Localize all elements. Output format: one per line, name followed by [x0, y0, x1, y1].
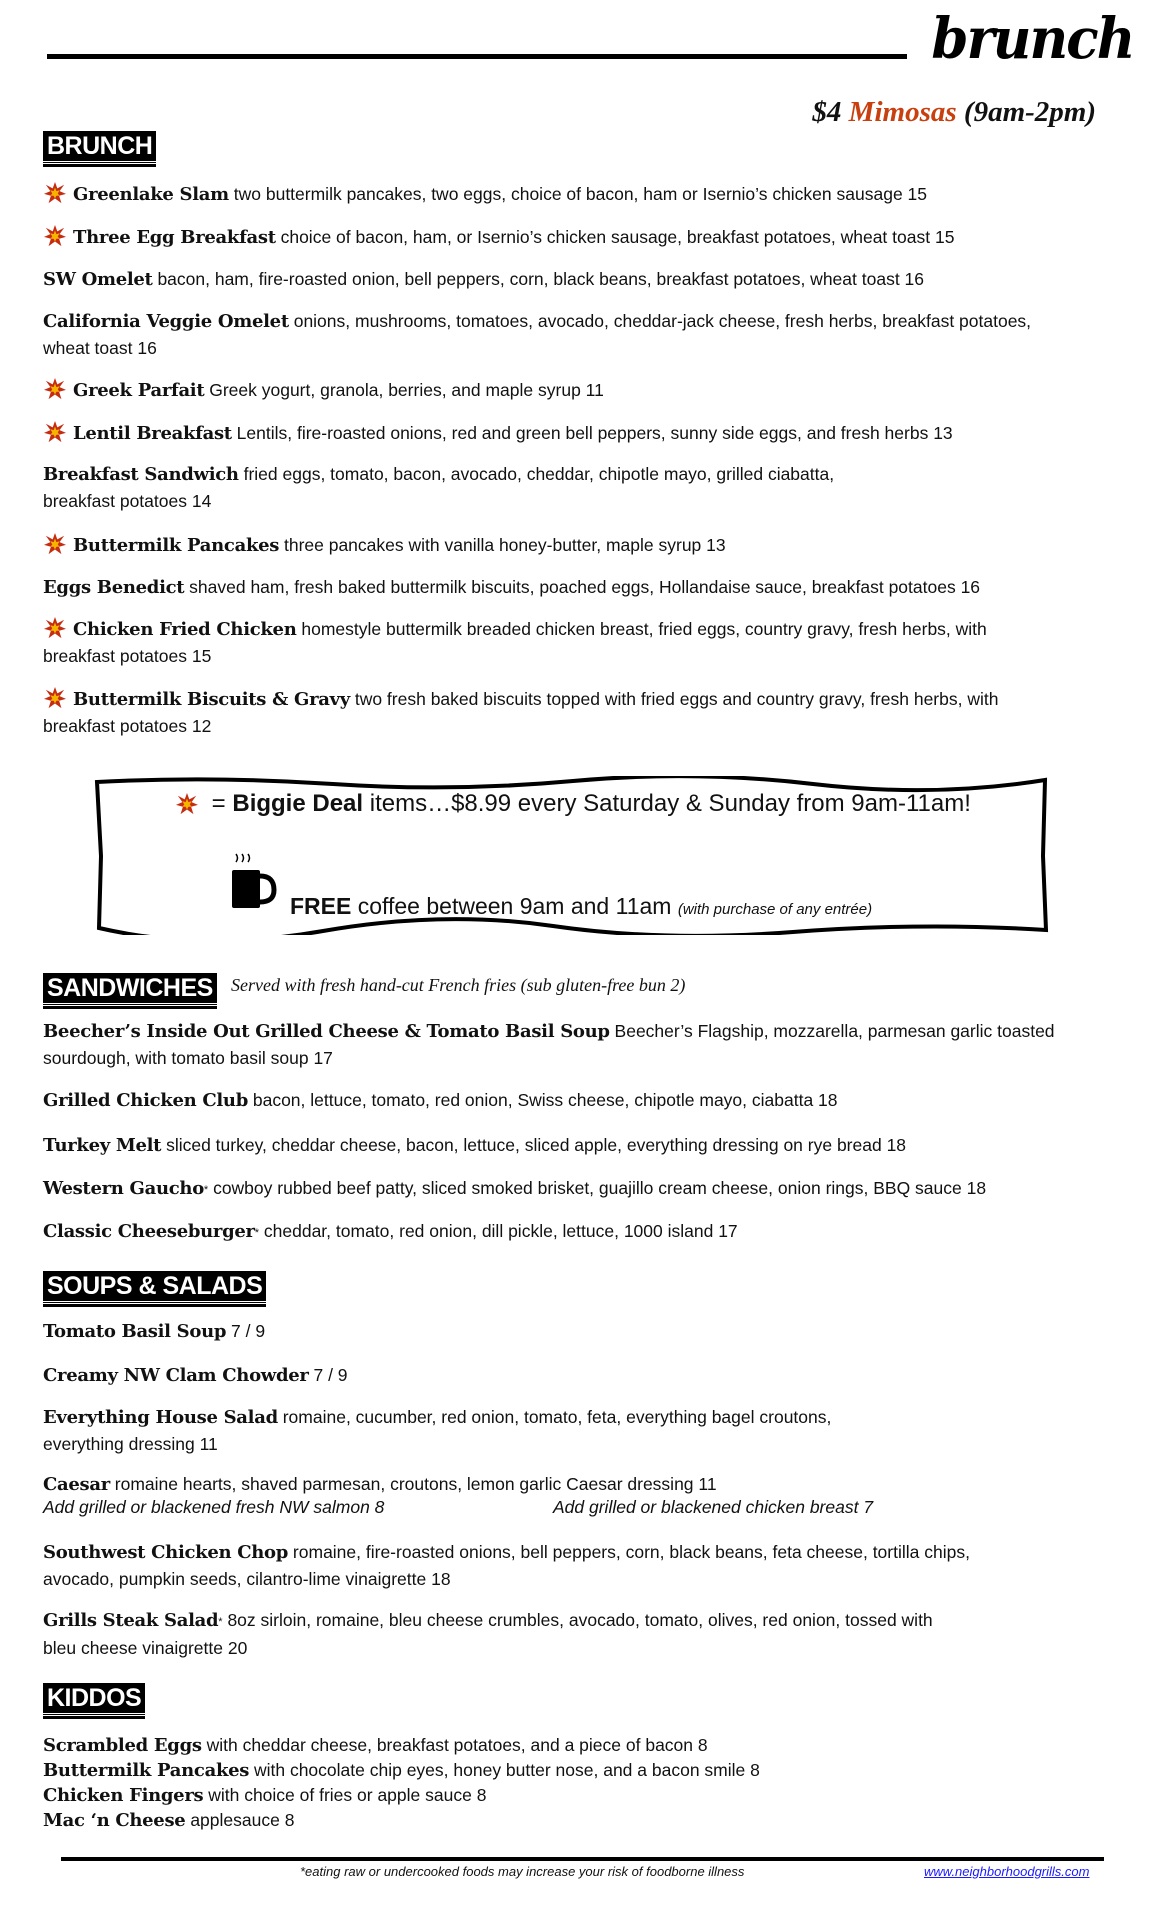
menu-item [43, 181, 1143, 208]
menu-item-description: 7 / 9 [226, 1321, 266, 1341]
menu-item-name: Three Egg Breakfast [73, 227, 276, 248]
menu-item-name: Buttermilk Pancakes [43, 1760, 250, 1781]
footer-rule [61, 1857, 1104, 1861]
menu-item-name: Lentil Breakfast [73, 423, 232, 444]
menu-item-description: two fresh baked biscuits topped with fried eggs and country gravy, fresh herbs, with breakfast potatoes 12 [43, 689, 999, 736]
biggie-deal-burst-icon [43, 421, 67, 443]
coffee-mug-icon [230, 850, 278, 910]
biggie-deal-burst-icon [43, 687, 67, 709]
menu-item-description: shaved ham, fresh baked buttermilk biscuits, poached eggs, Hollandaise sauce, breakfast potatoes 16 [184, 577, 981, 597]
free-coffee-note: (with purchase of any entrée) [677, 901, 873, 918]
menu-item-description: choice of bacon, ham, or Isernio’s chicken sausage, breakfast potatoes, wheat toast 15 [275, 227, 955, 247]
section-kiddos-title: KIDDOS [43, 1683, 145, 1716]
menu-item-description: homestyle buttermilk breaded chicken breast, fried eggs, country gravy, fresh herbs, with breakfast potatoes 15 [43, 619, 987, 666]
raw-food-asterisk: * [254, 1227, 260, 1239]
menu-item-description: with choice of fries or apple sauce 8 [203, 1785, 487, 1805]
menu-item-name: Western Gaucho [43, 1178, 204, 1199]
menu-item-description: three pancakes with vanilla honey-butter, maple syrup 13 [279, 535, 726, 555]
biggie-deal-burst-icon [43, 182, 67, 204]
mimosa-price: $4 [812, 96, 842, 128]
free-coffee-text [290, 893, 872, 920]
menu-item [43, 1218, 1143, 1246]
menu-item [43, 224, 1143, 251]
menu-item-name: Scrambled Eggs [43, 1735, 202, 1756]
menu-item-name: Buttermilk Biscuits & Gravy [73, 689, 350, 710]
menu-item-name: Eggs Benedict [43, 577, 185, 598]
menu-item-name: Mac ‘n Cheese [43, 1810, 186, 1831]
section-brunch-title: BRUNCH [43, 131, 156, 164]
menu-item-name: Greenlake Slam [73, 184, 229, 205]
menu-item [43, 1087, 1143, 1114]
menu-item [43, 1539, 1143, 1592]
menu-item [43, 420, 1143, 447]
header-rule [47, 54, 907, 59]
free-coffee-desc: coffee between 9am and 11am [351, 893, 678, 919]
menu-item-description: cheddar, tomato, red onion, dill pickle, lettuce, 1000 island 17 [259, 1221, 738, 1241]
menu-item [43, 1471, 1143, 1498]
menu-item-description: romaine hearts, shaved parmesan, croutons, lemon garlic Caesar dressing 11 [109, 1474, 717, 1494]
menu-item [43, 308, 1143, 361]
equals-sign: = [205, 790, 233, 817]
menu-item [43, 686, 1143, 739]
sandwiches-note: Served with fresh hand-cut French fries (sub gluten-free bun 2) [231, 975, 686, 995]
biggie-deal-burst-icon [175, 793, 199, 815]
menu-item-name: Greek Parfait [73, 380, 205, 401]
menu-item-description: Lentils, fire-roasted onions, red and green bell peppers, sunny side eggs, and fresh herbs 13 [231, 423, 953, 443]
menu-item-description: Beecher’s Flagship, mozzarella, parmesan garlic toasted sourdough, with tomato basil soup 17 [43, 1021, 1055, 1068]
menu-item-name: Chicken Fingers [43, 1785, 204, 1806]
section-soups-salads-title: SOUPS & SALADS [43, 1271, 266, 1304]
biggie-deal-burst-icon [43, 378, 67, 400]
menu-item-name: SW Omelet [43, 269, 153, 290]
biggie-deal-label: Biggie Deal [232, 790, 364, 817]
menu-item [43, 1783, 1143, 1808]
menu-item [43, 1733, 1143, 1758]
caesar-addon-salmon: Add grilled or blackened fresh NW salmon 8 [43, 1497, 385, 1517]
free-label: FREE [290, 893, 352, 919]
menu-item-name: Chicken Fried Chicken [73, 619, 297, 640]
menu-item [43, 1607, 1143, 1661]
menu-item-description: bacon, lettuce, tomato, red onion, Swiss cheese, chipotle mayo, ciabatta 18 [248, 1090, 838, 1110]
menu-item [43, 1175, 1143, 1203]
menu-item [43, 1132, 1143, 1159]
biggie-deal-desc: items…$8.99 every Saturday & Sunday from 9am-11am! [363, 790, 971, 817]
menu-item [43, 1362, 1143, 1389]
menu-item-name: Classic Cheeseburger [43, 1221, 255, 1242]
menu-item-description: with cheddar cheese, breakfast potatoes, and a piece of bacon 8 [201, 1735, 708, 1755]
menu-item-name: Everything House Salad [43, 1407, 278, 1428]
menu-item-description: Greek yogurt, granola, berries, and maple syrup 11 [204, 380, 604, 400]
menu-item-name: Buttermilk Pancakes [73, 535, 280, 556]
menu-item-description: sliced turkey, cheddar cheese, bacon, lettuce, sliced apple, everything dressing on rye bread 18 [161, 1135, 907, 1155]
menu-item [43, 532, 1143, 559]
menu-item-description: 7 / 9 [308, 1365, 348, 1385]
menu-item [43, 377, 1143, 404]
menu-item-name: Southwest Chicken Chop [43, 1542, 289, 1563]
menu-item-name: Beecher’s Inside Out Grilled Cheese & Tomato Basil Soup [43, 1021, 610, 1042]
menu-item-description: onions, mushrooms, tomatoes, avocado, cheddar-jack cheese, fresh herbs, breakfast potatoes, wheat toast 16 [43, 311, 1032, 358]
menu-item-name: California Veggie Omelet [43, 311, 289, 332]
mimosa-hours: (9am-2pm) [963, 96, 1096, 128]
menu-item [43, 1808, 1143, 1833]
menu-item-name: Turkey Melt [43, 1135, 162, 1156]
mimosa-special [812, 96, 1096, 129]
biggie-deal-burst-icon [43, 533, 67, 555]
menu-item [43, 1318, 1143, 1345]
biggie-deal-burst-icon [43, 225, 67, 247]
menu-item-name: Creamy NW Clam Chowder [43, 1365, 309, 1386]
menu-item-description: two buttermilk pancakes, two eggs, choice of bacon, ham or Isernio’s chicken sausage 15 [228, 184, 928, 204]
biggie-deal-text [175, 790, 971, 818]
menu-item-description: romaine, fire-roasted onions, bell peppers, corn, black beans, feta cheese, tortilla chips, avocado, pumpkin seeds, cilantro-lime vinaigrette 18 [43, 1542, 970, 1589]
menu-item-description: applesauce 8 [185, 1810, 295, 1830]
brunch-logo: brunch [931, 6, 1134, 72]
raw-food-asterisk: * [218, 1616, 223, 1628]
menu-item-name: Tomato Basil Soup [43, 1321, 227, 1342]
menu-item-description: bacon, ham, fire-roasted onion, bell peppers, corn, black beans, breakfast potatoes, wheat toast 16 [152, 269, 925, 289]
menu-item-name: Grilled Chicken Club [43, 1090, 248, 1111]
section-sandwiches-title: SANDWICHES [43, 973, 217, 1006]
menu-item [43, 461, 1143, 514]
website-link[interactable]: www.neighborhoodgrills.com [924, 1864, 1090, 1879]
menu-item-description: cowboy rubbed beef patty, sliced smoked brisket, guajillo cream cheese, onion rings, BBQ sauce 18 [208, 1178, 987, 1198]
mimosa-word: Mimosas [848, 96, 957, 128]
menu-item-description: romaine, cucumber, red onion, tomato, feta, everything bagel croutons, everything dressing 11 [43, 1407, 832, 1454]
menu-item [43, 1018, 1143, 1071]
caesar-addon-chicken: Add grilled or blackened chicken breast 7 [553, 1497, 874, 1517]
menu-item [43, 574, 1143, 601]
menu-item-description: 8oz sirloin, romaine, bleu cheese crumbles, avocado, tomato, olives, red onion, tossed with bleu cheese vinaigrette 20 [43, 1610, 933, 1658]
menu-item-description: with chocolate chip eyes, honey butter nose, and a bacon smile 8 [249, 1760, 760, 1780]
foodborne-disclaimer: *eating raw or undercooked foods may increase your risk of foodborne illness [300, 1864, 745, 1879]
menu-item [43, 1404, 1143, 1457]
menu-item-name: Caesar [43, 1474, 110, 1495]
menu-item [43, 266, 1143, 293]
menu-item [43, 616, 1143, 669]
raw-food-asterisk: * [203, 1184, 209, 1196]
menu-item-name: Breakfast Sandwich [43, 464, 239, 485]
menu-item-name: Grills Steak Salad [43, 1610, 219, 1631]
biggie-deal-burst-icon [43, 617, 67, 639]
menu-item-description: fried eggs, tomato, bacon, avocado, cheddar, chipotle mayo, grilled ciabatta, breakfast potatoes 14 [43, 464, 835, 511]
menu-item [43, 1758, 1143, 1783]
